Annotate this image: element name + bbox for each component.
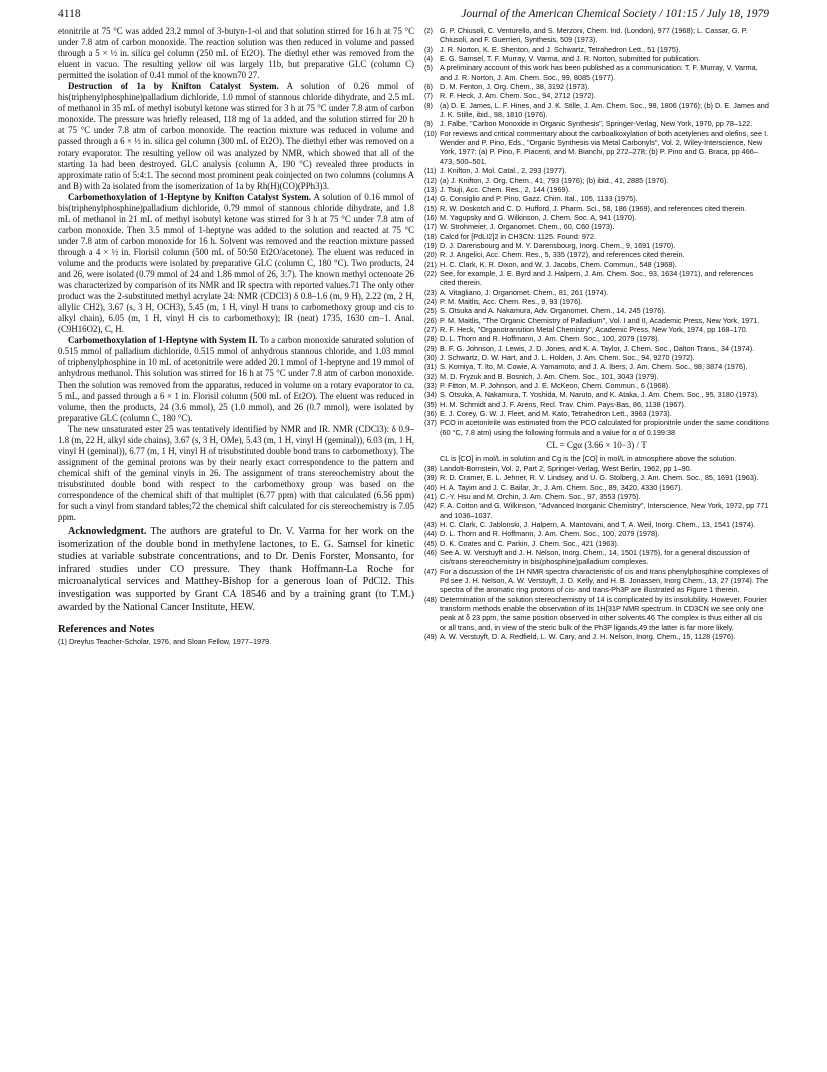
reference-text: See, for example, J. E. Byrd and J. Halpern, J. Am. Chem. Soc., 93, 1634 (1971), and references cited therein. [440,268,754,288]
reference-text: R. F. Heck, J. Am. Chem. Soc., 94, 2712 (1972). [440,91,596,101]
reference-entry [424,269,769,288]
reference-entry [424,185,769,194]
paragraph-body: To a carbon monoxide saturated solution of 0.515 mmol of palladium dichloride, 0.515 mmol of anhydrous stannous chloride, and 1.03 mmol of triphenylphosphine in 10 mL of acetonitrile were added 20.1 mmol of 1-heptyne and 19 mmol of anhydrous methanol. This solution was stirred for 16 h at 75 °C under 7.8 atm of carbon monoxide. Then the solution was removed from the apparatus, reduced in volume on a rotary evaporator to ca. 5 mL, and passed through a 6 × 1 in. Florisil column (500 mL of Et2O). The eluent was reduced in volume, then the products, 24 (3.6 mmol), 25 (1.0 mmol), and 26 (0.7 mmol), were isolated by preparative GLC (column C, 180 °C). [58,335,415,423]
reference-entry [424,316,769,325]
reference-entry [424,492,769,501]
reference-number: (36) [424,409,437,419]
paragraph-knifton-destruction [58,81,414,191]
reference-text: A. W. Verstuyft, D. A. Redfield, L. W. Cary, and J. H. Nelson, Inorg. Chem., 15, 1128 (1976). [440,632,736,641]
reference-entry [424,166,769,175]
reference-number: (23) [424,287,437,297]
reference-text: (a) D. E. James, L. F. Hines, and J. K. Stille, J. Am. Chem. Soc., 98, 1806 (1976); (b) D. E. James and J. K. Stille, ibid., 98, 1810 (1976). [440,100,769,120]
reference-number: (44) [424,529,437,539]
reference-text: D. J. Darensbourg and M. Y. Darensbourg, Inorg. Chem., 9, 1691 (1970). [440,240,676,250]
reference-text: (a) J. Knifton, J. Org. Chem., 41, 793 (1976); (b) ibid., 41, 2885 (1976). [440,175,669,185]
reference-text: M. Yagupsky and G. Wilkinson, J. Chem. Soc. A, 941 (1970). [440,212,637,222]
reference-number: (9) [424,119,433,129]
reference-entry [424,213,769,222]
reference-entry [424,91,769,100]
reference-entry [424,63,769,82]
reference-number: (21) [424,259,437,269]
reference-number: (42) [424,501,437,511]
acknowledgment-body: The authors are grateful to Dr. V. Varma for her work on the isomerization of the double bond in methylene lactones, to E. G. Samsel for kinetic studies at variable substrate concentrations, and to Dr. Denis Forster, Monsanto, for infrared studies under CO pressure. They thank Hoffmann-La Roche for microanalytical services and Matthey-Bishop for a generous loan of PdCl2. This investigation was supported by Grant CA 18546 and by a training grant (to T.M.) awarded by the National Cancer Institute, HEW. [58,526,414,613]
reference-number: (8) [424,100,433,110]
reference-text: M. D. Fryzuk and B. Bosnich, J. Am. Chem. Soc., 101, 3043 (1979). [440,371,659,381]
paragraph-ester-25: The new unsaturated ester 25 was tentatively identified by NMR and IR. NMR (CDCl3): δ 0.9–1.8 (m, 22 H, alkyl side chains), 3.67 (s, 3 H, OMe), 5.43 (m, 1 H, vinyl H (geminal)), 6.03 (m, 1 H, vinyl H (geminal)), 6.77 (m, 1 H, vinyl H of trisubstituted double bond trans to carbomethoxy). The assignment of the geminal protons was by their nearly exact correspondence to the pattern and chemical shift of the geminal vinyls in 26. The assignment of trans stereochemistry about the trisubstituted double bond with respect to the carbomethoxy group was based on the correspondence of the chemical shift of that multiplet (6.77 ppm) with that calculated (6.56 ppm) for such a vinyl from standard tables;72 the chemical shift calculated for cis stereochemistry is 7.05 ppm. [58,423,414,523]
reference-number: (27) [424,325,437,334]
reference-entry [424,82,769,91]
paragraph-body: A solution of 0.26 mmol of bis(triphenylphosphine)palladium dichloride, 1.0 mmol of stannous chloride dihydrate, and 2.5 mL of methanol in 35 mL of methyl isobutyl ketone was stirred for 3 h at 75 °C under 7.8 atm of carbon monoxide. The pressure was briefly released, 118 mg of 1a added, and the solution stirred for 20 h at 75 °C under 7.8 atm of carbon monoxide. The reaction mixture was reduced in volume and passed through a 6 × ½ in. silica gel column (300 mL of Et2O). The diethyl ether was removed on a rotary evaporator. The resulting yellow oil was analyzed by NMR, which showed that all of the starting 1a had been destroyed. GLC analysis (column A, 190 °C) revealed three products in approximate ratio of 5:4:1. The second most prominent peak coinjected on two columns (columns A and B) with 2a isolated from the isomerization of 1a by Rh(H)(CO)(PPh3)3. [58,81,415,191]
reference-text: R. J. Angelici, Acc. Chem. Res., 5, 335 (1972), and references cited therein. [440,250,685,260]
reference-text: B. F. G. Johnson, J. Lewis, J. D. Jones, and K. A. Taylor, J. Chem. Soc., Dalton Trans., 34 (1974). [440,343,755,353]
references-heading: References and Notes [58,624,155,636]
reference-entry [424,45,769,54]
reference-text: E. J. Corey, G. W. J. Fleet, and M. Kato, Tetrahedron Lett., 3963 (1973). [440,409,672,419]
reference-number: (43) [424,519,437,529]
reference-number: (35) [424,399,437,409]
reference-number: (37) [424,418,437,428]
reference-number: (12) [424,175,437,185]
reference-text: See A. W. Verstuyft and J. H. Nelson, Inorg. Chem., 14, 1501 (1975), for a general discussion of cis/trans stereochemistry in bis(phosphine)palladium complexes. [440,547,750,567]
reference-number: (26) [424,315,437,325]
reference-number: (16) [424,212,437,222]
reference-entry [424,176,769,185]
reference-number: (6) [424,82,433,92]
reference-entry [424,548,769,567]
equation-co-concentration: CL = Cgα (3.66 × 10−3) / T [546,440,647,451]
reference-entry [424,250,769,259]
reference-text: F. A. Cotton and G. Wilkinson, "Advanced Inorganic Chemistry", Interscience, New York, 1972, pp 771 and 1036–1037. [440,501,769,520]
reference-entry [424,501,769,520]
reference-entry [424,520,769,529]
equation-note: CL is [CO] in mol/L in solution and Cg is the [CO] in mol/L in atmosphere above the solution. [440,454,737,464]
reference-entry [424,483,769,492]
reference-number: (25) [424,306,437,316]
reference-entry [424,101,769,120]
reference-number: (28) [424,334,437,344]
page-header [58,6,769,28]
reference-number: (49) [424,632,437,641]
reference-text: G. P. Chiusoli, C. Venturello, and S. Merzoni, Chem. Ind. (London), 977 (1968); L. Cassar, G. P. Chiusoli, and F. Guerrieri, Synthesis, 509 (1973). [440,26,748,45]
reference-text: H. C. Clark, C. Jablonski, J. Halpern, A. Mantovani, and T. A. Weil, Inorg. Chem., 13, 1541 (1974). [440,519,756,529]
reference-number: (48) [424,594,437,604]
reference-number: (45) [424,538,437,548]
reference-number: (18) [424,231,437,241]
references-list [424,26,769,437]
reference-entry [424,297,769,306]
reference-number: (47) [424,566,437,576]
reference-entry [424,334,769,343]
reference-entry [424,632,769,641]
reference-text: S. Komiya, T. Ito, M. Cowie, A. Yamamoto, and J. A. Ibers, J. Am. Chem. Soc., 98, 3874 (1976). [440,362,748,372]
reference-entry [424,473,769,482]
reference-entry [424,204,769,213]
reference-text: D. M. Fenton, J. Org. Chem., 38, 3192 (1973). [440,82,590,92]
reference-entry [424,595,769,632]
reference-number: (31) [424,362,437,372]
reference-entry [424,567,769,595]
reference-number: (40) [424,482,437,492]
acknowledgment [58,526,414,614]
reference-text: C.-Y. Hsu and M. Orchin, J. Am. Chem. Soc., 97, 3553 (1975). [440,491,641,501]
paragraph-body: A solution of 0.16 mmol of bis(triphenylphosphine)palladium dichloride, 0.79 mmol of stannous chloride dihydrate, and 1.8 mL of methanol in 21 mL of methyl isobutyl ketone was stirred for 3 h at 75 °C under 7.8 atm of carbon monoxide. Then 3.5 mmol of 1-heptyne was added to the solution and reacted at 75 °C under 7.8 atm of carbon monoxide for 16 h. Solvent was removed and the reaction mixture passed through a 4 × ½ in. Florisil column (500 mL of 50:50 Et2O/acetone). The eluent was reduced in volume and the products were isolated by preparative GLC (column C, 180 °C). Two products, 24 and 26, were isolated (0.79 mmol of 24 and 1.86 mmol of 26, 3:7). The known methyl octenoate 26 was characterized by comparison of its NMR and IR spectra with reported values.71 The only other product was the 2-substituted methyl acrylate 24: NMR (CDCl3) δ 0.8–1.6 (m, 9 H), 2.22 (m, 2 H, allylic CH2), 3.67 (s, 3 H, OCH3), 5.45 (m, 1 H, vinyl H trans to carbomethoxy group and cis to alkyl chain), 6.05 (m, 1 H, vinyl H cis to carbomethoxy); IR (neat) 1735, 1630 cm−1. Anal. (C9H16O2), C, H. [58,191,415,335]
reference-entry [424,464,769,473]
reference-number: (34) [424,390,437,400]
reference-number: (17) [424,222,437,232]
paragraph-heptyne-system-ii [58,335,414,423]
reference-entry [424,54,769,63]
reference-text: D. K. Coates and C. Parkin, J. Chem. Soc., 421 (1963). [440,538,619,548]
reference-entry [424,288,769,297]
reference-number: (41) [424,491,437,501]
reference-number: (32) [424,371,437,381]
paragraph-heptyne-knifton [58,192,414,336]
paragraph-heading: Carbomethoxylation of 1-Heptyne by Knifton Catalyst System. [68,191,312,202]
reference-entry [424,325,769,334]
reference-number: (22) [424,268,437,278]
reference-text: E. G. Samsel, T. F. Murray, V. Varma, and J. R. Norton, submitted for publication. [440,54,701,64]
reference-entry [424,344,769,353]
reference-text: D. L. Thorn and R. Hoffmann, J. Am. Chem. Soc., 100, 2079 (1978). [440,334,660,344]
reference-number: (7) [424,91,433,101]
reference-text: J. Falbe, "Carbon Monoxide in Organic Synthesis", Springer-Verlag, New York, 1970, pp 78–122. [440,119,753,129]
reference-1: (1) Dreyfus Teacher-Scholar, 1976, and Sloan Fellow, 1977–1979. [58,637,272,647]
reference-number: (19) [424,240,437,250]
reference-text: S. Otsuka and A. Nakamura, Adv. Organomet. Chem., 14, 245 (1976). [440,306,666,316]
reference-entry [424,362,769,371]
reference-text: A. Vitagliano, J. Organomet. Chem., 81, 261 (1974). [440,287,609,297]
references-list-continued [424,464,769,642]
reference-entry [424,372,769,381]
reference-text: R. W. Doskotch and C. D. Hufford, J. Pharm. Sci., 58, 186 (1969), and references cited therein. [440,203,747,213]
reference-entry [424,539,769,548]
reference-text: R. F. Heck, "Organotransition Metal Chemistry", Academic Press, New York, 1974, pp 168–170. [440,325,748,334]
reference-number: (39) [424,473,437,483]
reference-number: (11) [424,166,437,176]
page-number: 4118 [58,8,81,20]
reference-number: (38) [424,463,437,473]
reference-entry [424,26,769,45]
reference-number: (4) [424,54,433,64]
reference-entry [424,409,769,418]
reference-entry [424,400,769,409]
reference-text: PCO in acetonitrile was estimated from the PCO calculated for propionitrile under the same conditions (60 °C, 7.8 atm) using the following formula and a value for α of 0.199:38 [440,418,769,437]
reference-text: W. Strohmeier, J. Organomet. Chem., 60, C60 (1973). [440,222,615,232]
reference-number: (29) [424,343,437,353]
reference-number: (2) [424,26,433,35]
reference-number: (33) [424,381,437,391]
reference-number: (46) [424,547,437,557]
reference-entry [424,129,769,166]
reference-entry [424,390,769,399]
reference-text: A preliminary account of this work has been published as a communication: T. F. Murray, V. Varma, and J. R. Norton, J. Am. Chem. Soc., 99, 8085 (1977). [440,63,758,82]
reference-entry [424,306,769,315]
reference-entry [424,194,769,203]
reference-text: H. M. Schmidt and J. F. Arens, Recl. Trav. Chim. Pays-Bas, 86, 1138 (1967). [440,399,686,409]
paragraph-heading: Carbomethoxylation of 1-Heptyne with System II. [68,335,258,346]
paragraph-continued: etonitrile at 75 °C was added 23.2 mmol of 3-butyn-1-ol and that solution stirred for 16 h at 75 °C under 7.8 atm of carbon monoxide. The reaction solution was then reduced in volume and passed through a 5 × ½ in. silica gel column (250 mL of Et2O). The diethyl ether was removed from the eluent in vacuo. The resulting yellow oil was largely 11b, but preparative GLC (column C) permitted the isolation of 0.41 mmol of the known70 27. [58,26,414,81]
references-column [424,26,769,641]
reference-entry [424,353,769,362]
reference-text: R. D. Cramer, E. L. Jehner, R. V. Lindsey, and U. G. Stolberg, J. Am. Chem. Soc., 85, 1691 (1963). [440,473,759,483]
reference-number: (20) [424,250,437,260]
reference-text: H. A. Tayim and J. C. Bailar, Jr., J. Am. Chem. Soc., 89, 3420, 4330 (1967). [440,482,683,492]
acknowledgment-heading: Acknowledgment. [68,526,147,538]
reference-text: S. Otsuka, A. Nakamura, T. Yoshida, M. Naruto, and K. Ataka, J. Am. Chem. Soc., 95, 3180 (1973). [440,390,760,400]
reference-text: G. Consiglio and P. Pino, Gazz. Chim. Ital., 105, 1133 (1975). [440,194,638,204]
left-column [58,26,414,647]
reference-text: P. Fitton, M. P. Johnson, and J. E. McKeon, Chem. Commun., 6 (1968). [440,381,671,391]
reference-number: (10) [424,128,437,138]
reference-number: (5) [424,63,433,73]
reference-text: For a discussion of the 1H NMR spectra characteristic of cis and trans phenylphosphine complexes of Pd see J. H. Nelson, A. W. Verstuyft, J. D. Kelly, and H. B. Jonassen, Inorg Chem., 13, 27 (1974). The spectra of the aromatic ring protons of cis- and trans-Ph3P are illustrated as Figure 1 therein. [440,566,769,595]
reference-entry [424,381,769,390]
reference-text: H. C. Clark, K. R. Dixon, and W. J. Jacobs, Chem. Commun., 548 (1968). [440,259,677,269]
reference-number: (15) [424,203,437,213]
reference-text: J. Knifton, J. Mol. Catal., 2, 293 (1977). [440,166,567,176]
reference-text: P. M. Maitlis, Acc. Chem. Res., 9, 93 (1976). [440,296,583,306]
reference-entry [424,241,769,250]
reference-text: J. R. Norton, K. E. Shenton, and J. Schwartz, Tetrahedron Lett., 51 (1975). [440,44,681,54]
reference-entry [424,529,769,538]
journal-running-title: Journal of the American Chemical Society / 101:15 / July 18, 1979 [461,8,769,20]
reference-entry [424,222,769,231]
reference-text: Determination of the solution stereochemistry of 14 is complicated by its insolubility. However, Fourier transform methods enable the observation of its 1H{31P NMR spectrum. In CD3CN we see only one peak at δ 23 ppm, the same position observed in other solvents.46 The complex is thus either all cis or all trans, and, in view of the steric bulk of the Ph3P ligands,49 the latter is far more likely. [440,594,767,632]
reference-number: (30) [424,353,437,363]
reference-text: For reviews and critical commentary about the carboalkoxylation of both acetylenes and olefins, see I. Wender and P. Pino, Eds., "Organic Synthesis via Metal Carbonyls", Vol. 2, Wiley-Interscience, New York, 1977: (a) P. Pino, F. Piacenti, and M. Bianchi, pp 272–278; (b) P. Pino and G. Braca, pp 466–473, 500–501. [440,128,769,166]
reference-entry [424,260,769,269]
reference-text: J. Tsuji, Acc. Chem. Res., 2, 144 (1969). [440,184,571,194]
paragraph-heading: Destruction of 1a by Knifton Catalyst System. [68,81,279,92]
reference-text: D. L. Thorn and R. Hoffmann, J. Am. Chem. Soc., 100, 2079 (1978). [440,529,660,539]
reference-number: (14) [424,194,437,204]
reference-text: Calcd for [PdLI2]2 in CH3CN: 1125. Found: 972. [440,231,597,241]
reference-text: Landolt-Bornstein, Vol. 2, Part 2, Springer-Verlag, West Berlin, 1962, pp 1–90. [440,463,692,473]
reference-text: J. Schwartz, D. W. Hart, and J. L. Holden, J. Am. Chem. Soc., 94, 9270 (1972). [440,353,695,363]
reference-entry [424,232,769,241]
reference-entry [424,119,769,128]
reference-number: (13) [424,184,437,194]
reference-number: (24) [424,296,437,306]
reference-number: (3) [424,44,433,54]
reference-entry [424,418,769,437]
reference-text: P. M. Maitlis, "The Organic Chemistry of Palladium", Vol. I and II, Academic Press, New York, 1971. [440,315,760,325]
